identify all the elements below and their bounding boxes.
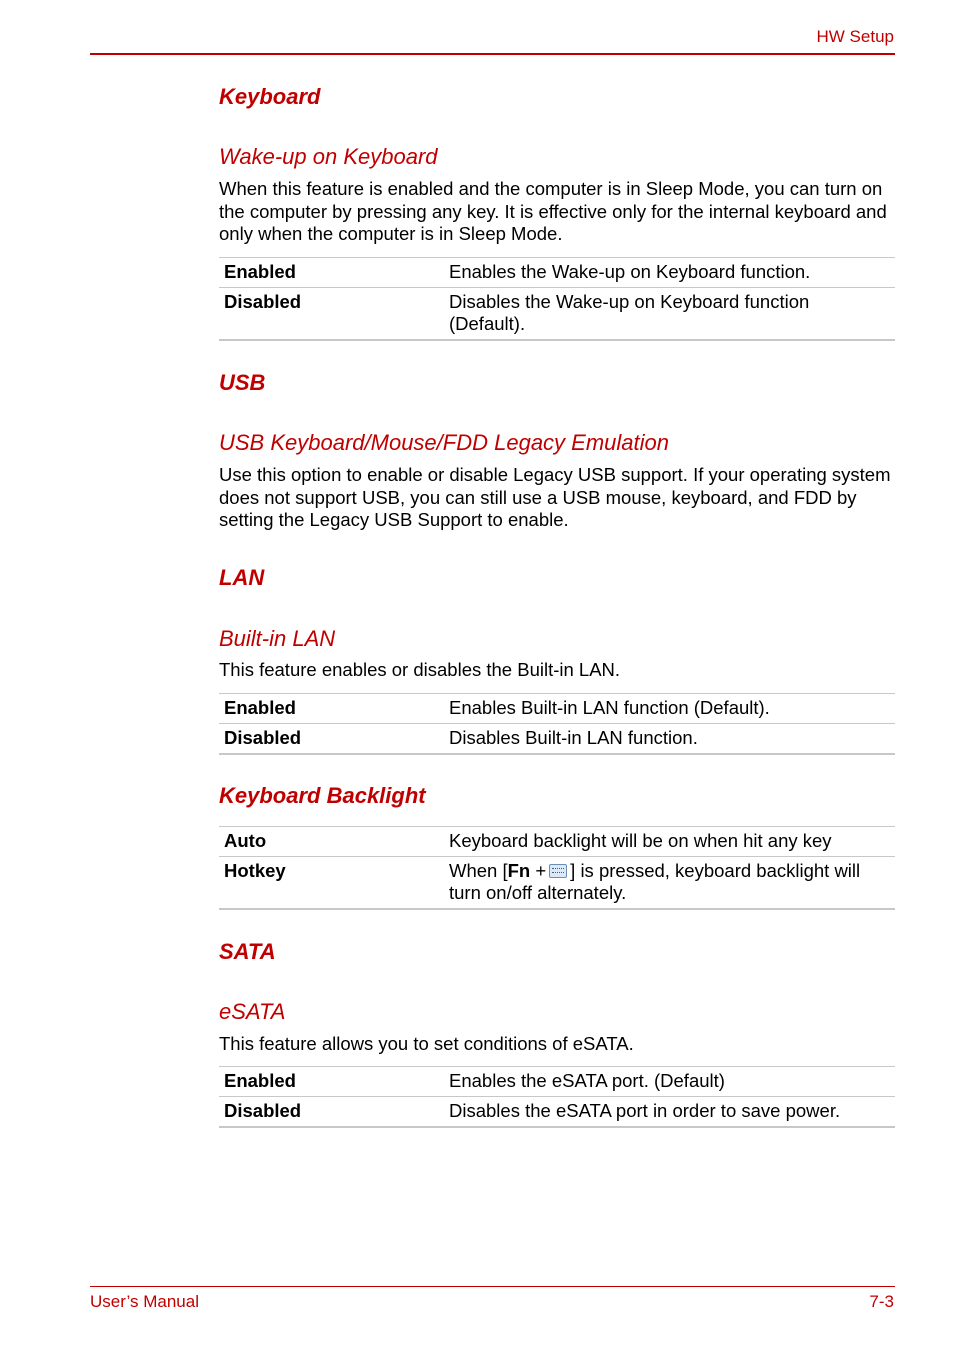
table-row [219, 288, 895, 341]
option-key: Disabled [219, 1097, 444, 1128]
lan-options-table [219, 693, 895, 755]
built-in-lan-description: This feature enables or disables the Built-in LAN. [219, 659, 621, 680]
hotkey-suffix: ] is pressed, keyboard backlight will turn on/off alternately. [449, 860, 861, 903]
table-row [219, 724, 895, 755]
option-key: Disabled [219, 724, 444, 755]
fn-key: Fn [507, 860, 531, 881]
running-header: HW Setup [816, 27, 894, 46]
footer-rule [90, 1286, 895, 1287]
table-row [219, 258, 895, 288]
option-key: Enabled [219, 1067, 444, 1097]
esata-description: This feature allows you to set conditions of eSATA. [219, 1033, 634, 1054]
table-row [219, 1097, 895, 1128]
usb-legacy-subheading: USB Keyboard/Mouse/FDD Legacy Emulation [219, 430, 669, 455]
esata-options-table [219, 1066, 895, 1128]
option-description [444, 857, 895, 910]
option-description: Disables the eSATA port in order to save power. [444, 1097, 895, 1128]
option-description: Enables the eSATA port. (Default) [444, 1067, 895, 1097]
footer-manual-title: User’s Manual [90, 1292, 199, 1311]
header-rule [90, 53, 895, 55]
esata-subheading: eSATA [219, 999, 286, 1024]
option-key: Disabled [219, 288, 444, 341]
sata-heading: SATA [219, 939, 276, 964]
hotkey-prefix: When [ [449, 860, 508, 881]
option-key: Enabled [219, 258, 444, 288]
option-description: Keyboard backlight will be on when hit any key [444, 827, 895, 857]
hotkey-plus: + [530, 860, 547, 881]
page-number: 7-3 [869, 1292, 894, 1311]
option-key: Auto [219, 827, 444, 857]
option-description: Enables Built-in LAN function (Default). [444, 694, 895, 724]
table-row [219, 694, 895, 724]
wake-up-description: When this feature is enabled and the computer is in Sleep Mode, you can turn on the computer by pressing any key. It is effective only for the internal keyboard and only when the computer is in Sleep Mode. [219, 178, 887, 244]
wake-up-on-keyboard-subheading: Wake-up on Keyboard [219, 144, 438, 169]
lan-heading: LAN [219, 565, 265, 590]
usb-heading: USB [219, 370, 266, 395]
option-description: Disables Built-in LAN function. [444, 724, 895, 755]
keyboard-backlight-icon [549, 864, 567, 878]
keyboard-heading: Keyboard [219, 84, 321, 109]
built-in-lan-subheading: Built-in LAN [219, 626, 336, 651]
option-description: Enables the Wake-up on Keyboard function. [444, 258, 895, 288]
option-key: Enabled [219, 694, 444, 724]
usb-description: Use this option to enable or disable Legacy USB support. If your operating system does not support USB, you can still use a USB mouse, keyboard, and FDD by setting the Legacy USB Support to enable. [219, 464, 891, 530]
wake-up-options-table [219, 257, 895, 341]
option-description: Disables the Wake-up on Keyboard function (Default). [444, 288, 895, 341]
option-key: Hotkey [219, 857, 444, 910]
table-row [219, 857, 895, 910]
table-row [219, 827, 895, 857]
keyboard-backlight-heading: Keyboard Backlight [219, 783, 426, 808]
backlight-options-table [219, 826, 895, 910]
table-row [219, 1067, 895, 1097]
